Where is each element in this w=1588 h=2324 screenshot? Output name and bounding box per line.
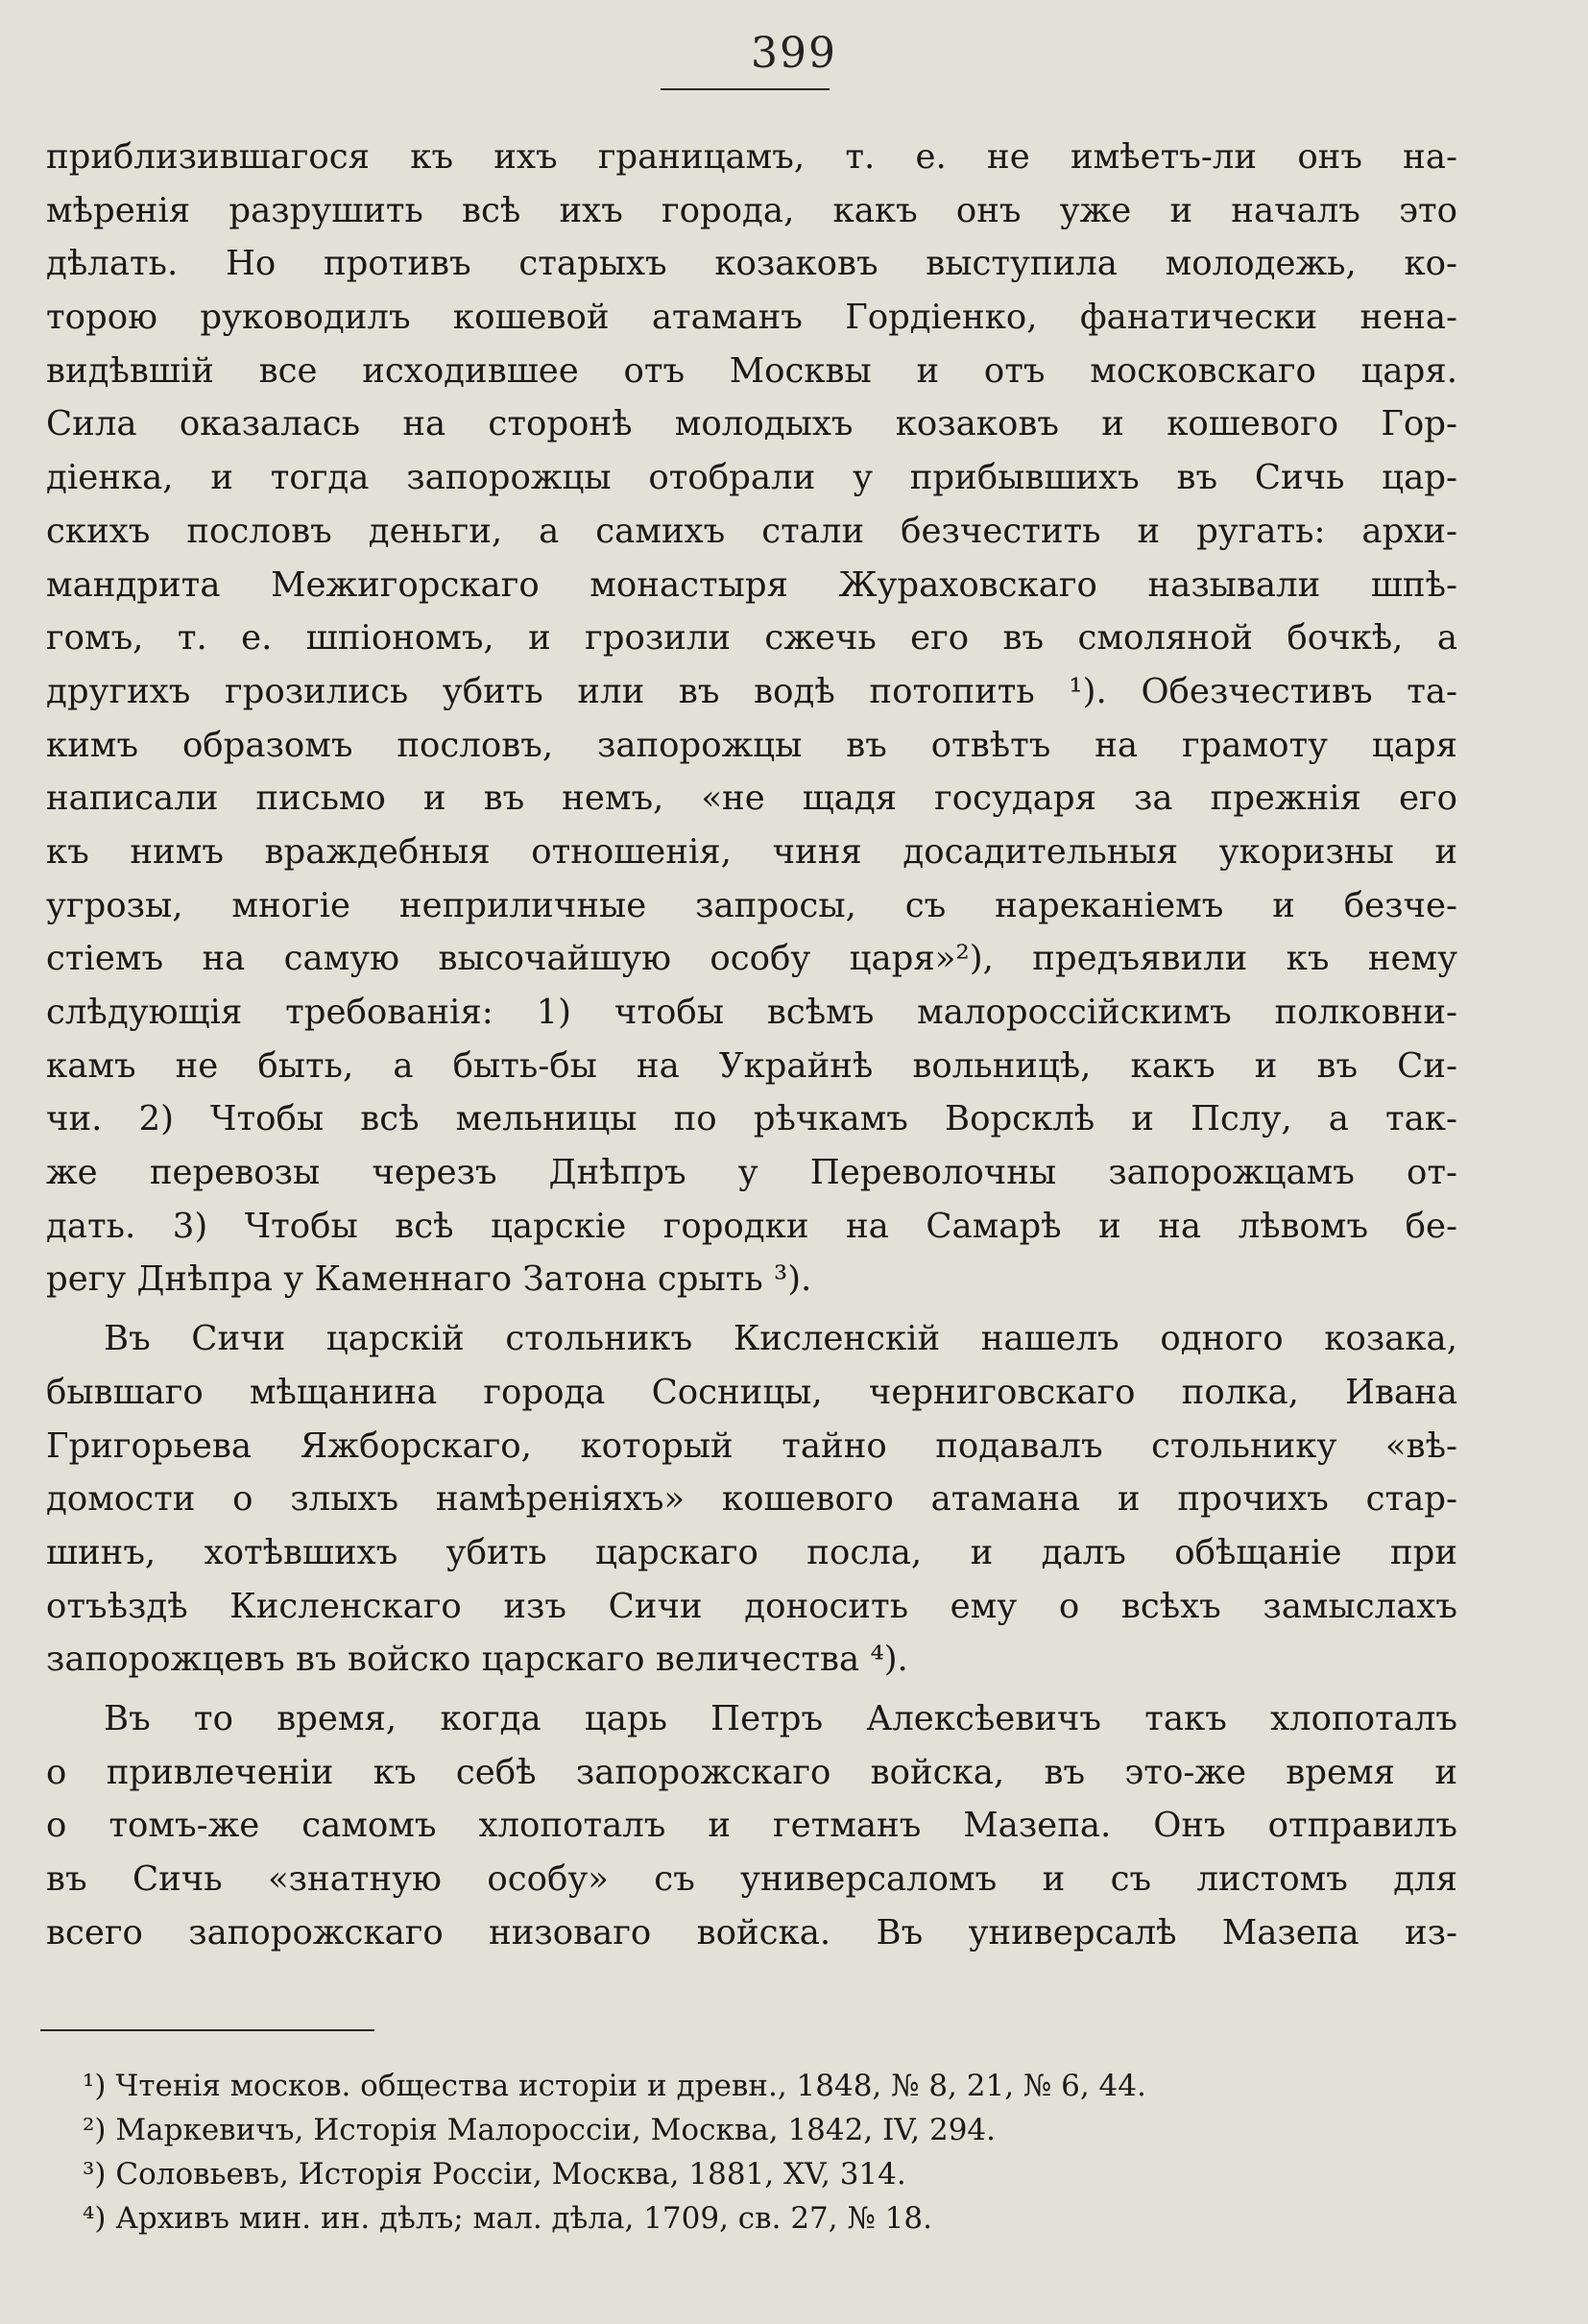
text-line: написали письмо и въ немъ, «не щадя государя за прежнія его	[46, 779, 1457, 819]
text-line: слѣдующія требованія: 1) чтобы всѣмъ малороссійскимъ полковни-	[46, 993, 1457, 1032]
paragraph-1	[46, 131, 1457, 1306]
text-line: Въ то время, когда царь Петръ Алексѣевичъ такъ хлопоталъ	[104, 1698, 1457, 1738]
text-line: о привлеченіи къ себѣ запорожскаго войска, въ это-же время и	[46, 1752, 1457, 1792]
text-line: Сила оказалась на сторонѣ молодыхъ козаковъ и кошевого Гор-	[46, 404, 1457, 444]
text-line: камъ не быть, а быть-бы на Украйнѣ вольницѣ, какъ и въ Си-	[46, 1045, 1457, 1086]
text-line: угрозы, многіе неприличные запросы, съ нареканіемъ и безче-	[46, 885, 1457, 925]
text-line: бывшаго мѣщанина города Сосницы, черниговскаго полка, Ивана	[46, 1372, 1457, 1412]
text-line: дать. 3) Чтобы всѣ царскіе городки на Самарѣ и на лѣвомъ бе-	[46, 1206, 1457, 1246]
text-line: запорожцевъ въ войско царскаго величества ⁴).	[46, 1640, 908, 1680]
text-line: другихъ грозились убить или въ водѣ потопить ¹). Обезчестивъ та-	[46, 671, 1457, 711]
text-line: Въ Сичи царскій стольникъ Кисленскій нашелъ одного козака,	[104, 1319, 1457, 1359]
text-line: скихъ пословъ деньги, а самихъ стали безчестить и ругать: архи-	[46, 511, 1457, 551]
text-line: всего запорожскаго низоваго войска. Въ универсалѣ Мазепа из-	[46, 1912, 1457, 1953]
text-line: діенка, и тогда запорожцы отобрали у прибывшихъ въ Сичь цар-	[46, 458, 1457, 498]
footnote-1: ¹) Чтенія москов. общества исторіи и древн., 1848, № 8, 21, № 6, 44.	[83, 2069, 1146, 2103]
text-line: отъѣздѣ Кисленскаго изъ Сичи доносить ему о всѣхъ замыслахъ	[46, 1586, 1457, 1626]
page-number: 399	[751, 29, 837, 78]
paragraph-2	[46, 1312, 1457, 1687]
footnote-3: ³) Соловьевъ, Исторія Россіи, Москва, 1881, XV, 314.	[83, 2157, 906, 2192]
text-line: гомъ, т. е. шпіономъ, и грозили сжечь его въ смоляной бочкѣ, а	[46, 618, 1457, 659]
text-line: кимъ образомъ пословъ, запорожцы въ отвѣтъ на грамоту царя	[46, 725, 1457, 765]
footnote-rule	[40, 2029, 374, 2031]
footnotes	[83, 2064, 1427, 2240]
text-line: въ Сичь «знатную особу» съ универсаломъ и съ листомъ для	[46, 1859, 1457, 1899]
text-line: стіемъ на самую высочайшую особу царя»²), предъявили къ нему	[46, 939, 1457, 979]
text-line: дѣлать. Но противъ старыхъ козаковъ выступила молодежь, ко-	[46, 244, 1457, 284]
text-line: шинъ, хотѣвшихъ убить царскаго посла, и далъ обѣщаніе при	[46, 1532, 1457, 1572]
text-line: видѣвшій все исходившее отъ Москвы и отъ московскаго царя.	[46, 350, 1457, 391]
text-line: чи. 2) Чтобы всѣ мельницы по рѣчкамъ Ворсклѣ и Пслу, а так-	[46, 1099, 1457, 1139]
text-line: же перевозы черезъ Днѣпръ у Переволочны запорожцамъ от-	[46, 1153, 1457, 1193]
text-line: о томъ-же самомъ хлопоталъ и гетманъ Мазепа. Онъ отправилъ	[46, 1806, 1457, 1846]
footnote-4: ⁴) Архивъ мин. ин. дѣлъ; мал. дѣла, 1709, св. 27, № 18.	[83, 2201, 932, 2236]
text-line: регу Днѣпра у Каменнаго Затона срыть ³).	[46, 1259, 812, 1300]
text-line: торою руководилъ кошевой атаманъ Гордіенко, фанатически нена-	[46, 298, 1457, 338]
text-line: къ нимъ враждебныя отношенія, чиня досадительныя укоризны и	[46, 831, 1457, 872]
paragraph-3	[46, 1692, 1457, 1959]
text-line: домости о злыхъ намѣреніяхъ» кошевого атамана и прочихъ стар-	[46, 1479, 1457, 1520]
text-line: мандрита Межигорскаго монастыря Жураховскаго называли шпѣ-	[46, 564, 1457, 605]
text-line: мѣренія разрушить всѣ ихъ города, какъ онъ уже и началъ это	[46, 190, 1457, 230]
header-rule	[661, 88, 830, 90]
footnote-2: ²) Маркевичъ, Исторія Малороссіи, Москва, 1842, IV, 294.	[83, 2113, 997, 2147]
body-text	[46, 131, 1457, 1959]
text-line: Григорьева Яжборскаго, который тайно подавалъ стольнику «вѣ-	[46, 1426, 1457, 1466]
text-line: приблизившагося къ ихъ границамъ, т. е. не имѣетъ-ли онъ на-	[46, 137, 1457, 177]
